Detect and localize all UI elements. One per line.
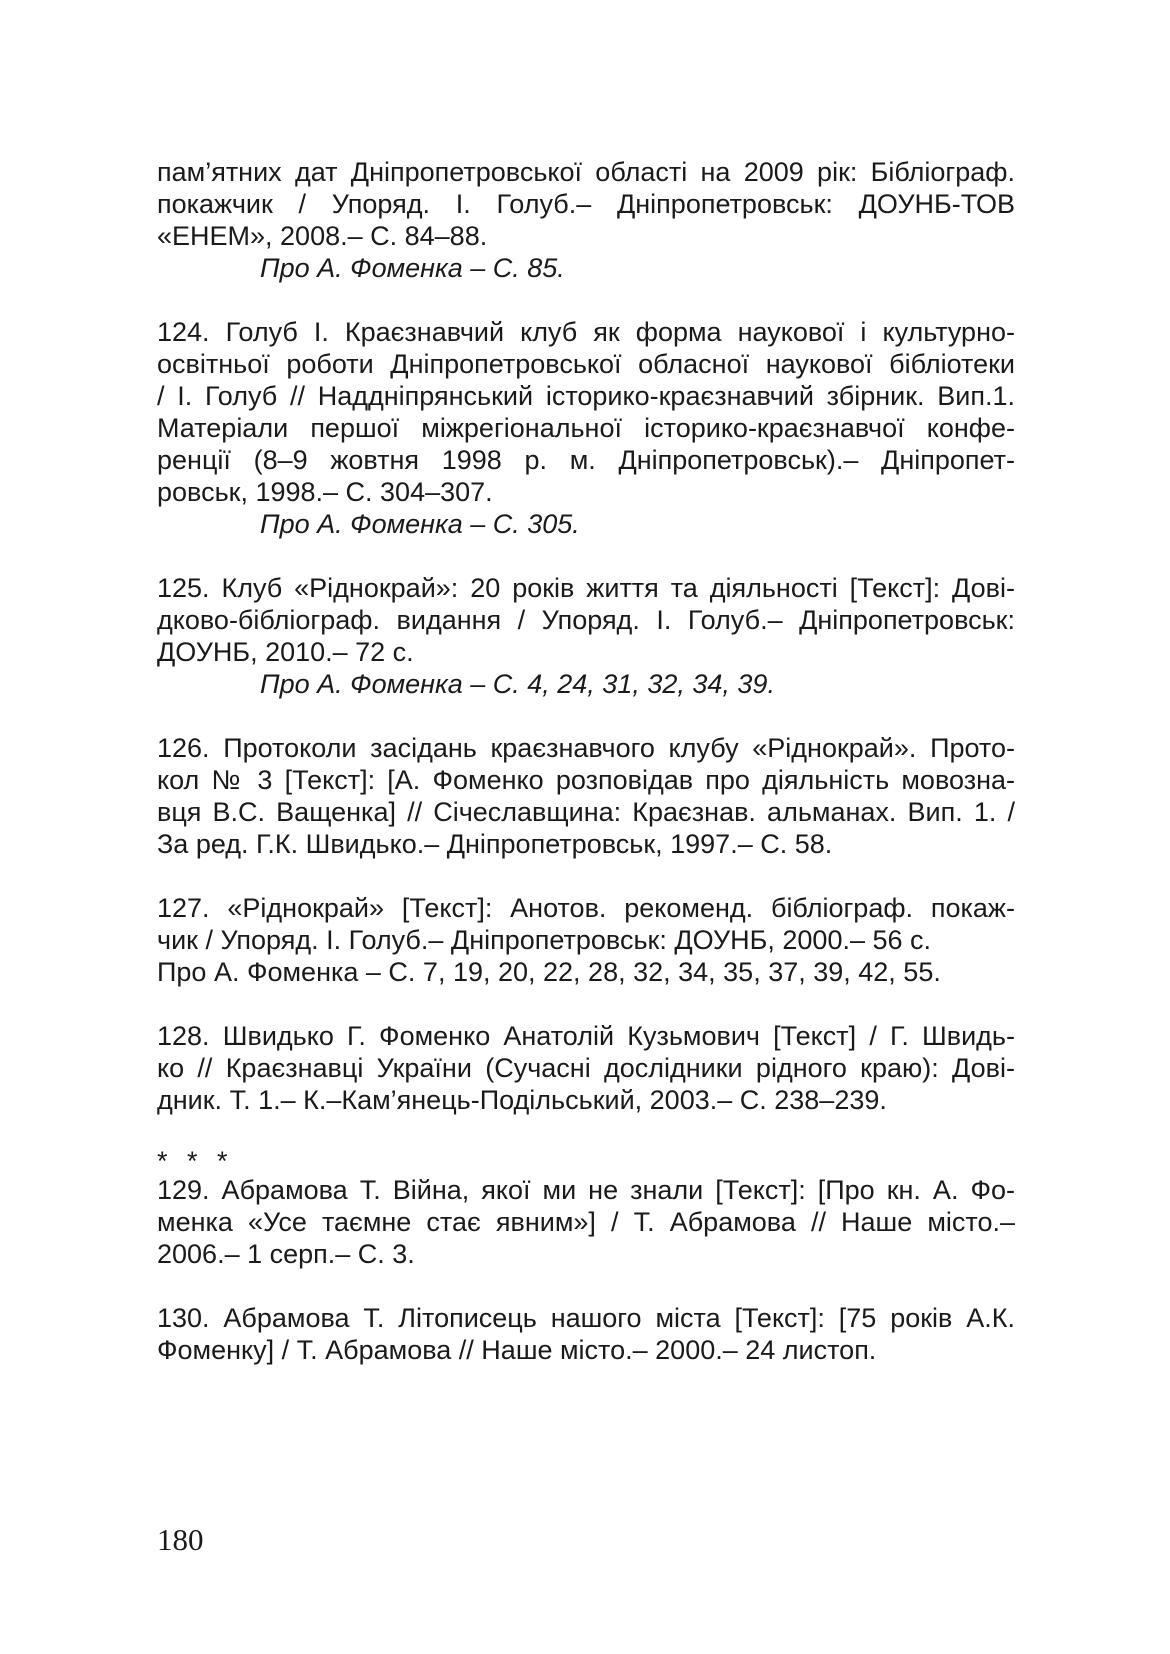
section-separator: * * * [157, 1146, 234, 1176]
entry-spacer [157, 284, 1015, 316]
entry-note: Про А. Фоменка – С. 85. [260, 253, 565, 283]
entry-line: дково-бібліограф. видання / Упоряд. І. Голуб.– Дніпропетровськ: [157, 605, 1015, 635]
entry-line: 129. Абрамова Т. Війна, якої ми не знали [Текст]: [Про кн. А. Фо- [157, 1175, 1015, 1205]
entry-spacer [157, 988, 1015, 1020]
entry-line: ко // Краєзнавці України (Сучасні дослідники рідного краю): Дові- [157, 1053, 1015, 1083]
entry-line: пам’ятних дат Дніпропетровської області на 2009 рік: Бібліограф. [157, 157, 1015, 187]
entry-spacer [157, 540, 1015, 572]
entry-spacer [157, 700, 1015, 732]
entry-spacer [157, 860, 1015, 892]
entry-line: кол № 3 [Текст]: [А. Фоменко розповідав про діяльність мовозна- [157, 765, 1015, 795]
entry-line: Матеріали першої міжрегіональної історико-краєзнавчої конфе- [157, 413, 1015, 443]
entry-line: 126. Протоколи засідань краєзнавчого клубу «Ріднокрай». Прото- [157, 733, 1015, 763]
entry-line: ровськ, 1998.– С. 304–307. [157, 477, 493, 507]
bibliography-entry-125 [157, 572, 1015, 700]
bibliography-entry-126 [157, 732, 1015, 860]
entry-line: вця В.С. Ващенка] // Січеславщина: Краєзнав. альманах. Вип. 1. / [157, 797, 1015, 827]
entry-note: Про А. Фоменка – С. 305. [260, 509, 580, 539]
entry-line: / І. Голуб // Наддніпрянський історико-краєзнавчий збірник. Вип.1. [157, 381, 1015, 411]
entry-spacer [157, 1116, 1015, 1148]
entry-line: «ЕНЕМ», 2008.– С. 84–88. [157, 221, 488, 251]
entry-spacer [157, 1270, 1015, 1302]
bibliography-list [157, 156, 1015, 1366]
entry-line: 128. Швидько Г. Фоменко Анатолій Кузьмович [Текст] / Г. Швидь- [157, 1021, 1015, 1051]
bibliography-entry-continued [157, 156, 1015, 284]
entry-line: 124. Голуб І. Краєзнавчий клуб як форма наукової і культурно- [157, 317, 1015, 347]
entry-line: 2006.– 1 серп.– С. 3. [157, 1239, 415, 1269]
entry-line: За ред. Г.К. Швидько.– Дніпропетровськ, 1997.– С. 58. [157, 829, 833, 859]
bibliography-entry-127 [157, 892, 1015, 988]
entry-line: 130. Абрамова Т. Літописець нашого міста [Текст]: [75 років А.К. [157, 1303, 1015, 1333]
entry-line: дник. Т. 1.– К.–Кам’янець-Подільський, 2003.– С. 238–239. [157, 1085, 887, 1115]
entry-line: покажчик / Упоряд. І. Голуб.– Дніпропетровськ: ДОУНБ-ТОВ [157, 189, 1015, 219]
entry-line: ренції (8–9 жовтня 1998 р. м. Дніпропетровськ).– Дніпропет- [157, 445, 1015, 475]
page-number: 180 [157, 1522, 204, 1557]
bibliography-entry-130 [157, 1302, 1015, 1366]
entry-line: ДОУНБ, 2010.– 72 с. [157, 637, 414, 667]
entry-line: 125. Клуб «Ріднокрай»: 20 років життя та діяльності [Текст]: Дові- [157, 573, 1015, 603]
entry-line: освітньої роботи Дніпропетровської обласної наукової бібліотеки [157, 349, 1015, 379]
entry-line: Фоменку] / Т. Абрамова // Наше місто.– 2000.– 24 листоп. [157, 1335, 877, 1365]
bibliography-entry-129 [157, 1174, 1015, 1270]
entry-line: менка «Усе таємне стає явним»] / Т. Абрамова // Наше місто.– [157, 1207, 1015, 1237]
bibliography-entry-124 [157, 316, 1015, 540]
entry-note: Про А. Фоменка – С. 4, 24, 31, 32, 34, 39. [260, 669, 775, 699]
entry-line: Про А. Фоменка – С. 7, 19, 20, 22, 28, 32, 34, 35, 37, 39, 42, 55. [157, 957, 941, 987]
entry-line: 127. «Ріднокрай» [Текст]: Анотов. рекоменд. бібліограф. покаж- [157, 893, 1015, 923]
bibliography-entry-128 [157, 1020, 1015, 1116]
entry-line: чик / Упоряд. І. Голуб.– Дніпропетровськ: ДОУНБ, 2000.– 56 с. [157, 925, 932, 955]
